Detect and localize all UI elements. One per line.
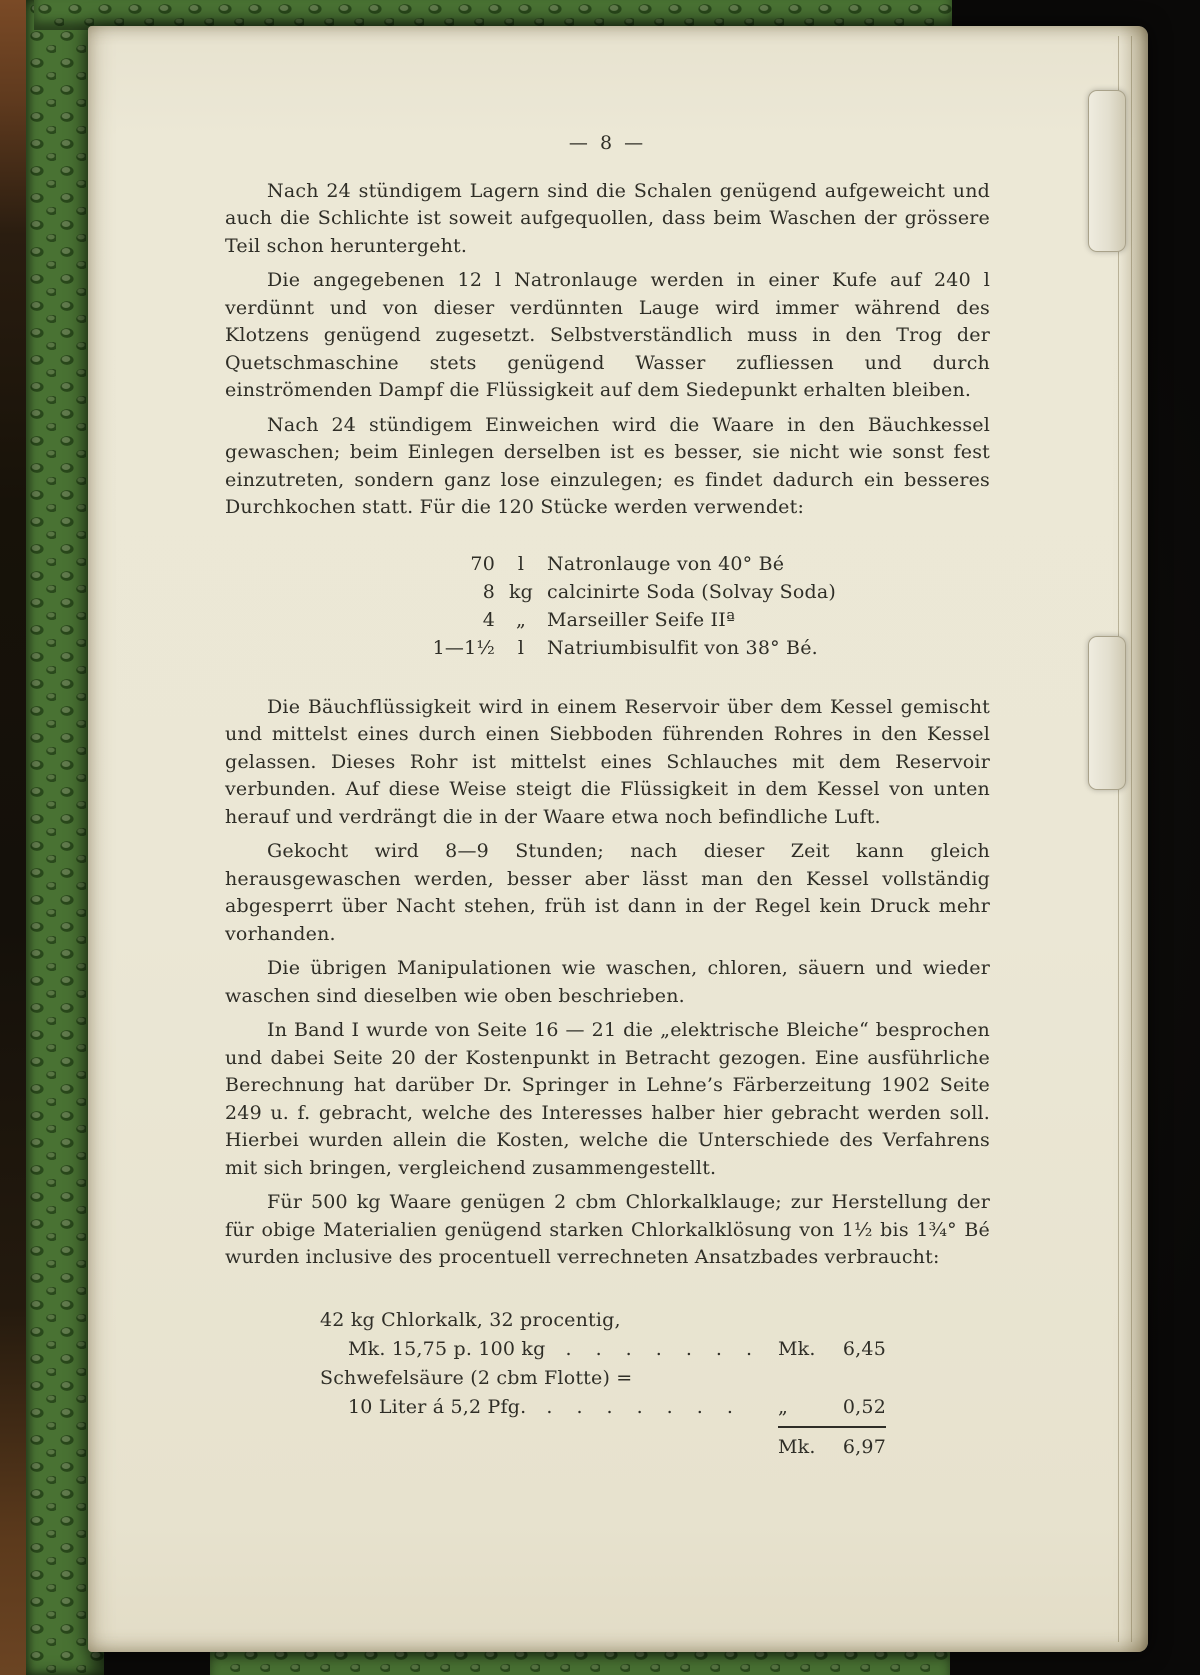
recipe-item bbox=[417, 606, 990, 634]
cost-currency: Mk. bbox=[778, 1337, 816, 1360]
cost-total-amount bbox=[778, 1426, 886, 1462]
cost-row bbox=[320, 1393, 886, 1422]
cost-total-row bbox=[320, 1426, 886, 1462]
paragraph: Die übrigen Manipulationen wie waschen, chloren, säuern und wieder waschen sind dieselben wie oben beschrieben. bbox=[225, 957, 990, 1007]
cost-value: 6,45 bbox=[842, 1337, 886, 1360]
paragraph: Nach 24 stündigem Lagern sind die Schalen genügend aufgeweicht und auch die Schlichte ist soweit aufgequollen, dass beim Waschen der grössere Teil schon heruntergeht. bbox=[225, 179, 990, 257]
cost-value: 0,52 bbox=[842, 1395, 886, 1418]
book-page bbox=[88, 26, 1148, 1652]
dot-leader: . . . . . . . bbox=[546, 1395, 742, 1418]
recipe-unit: kg bbox=[508, 580, 534, 603]
recipe-qty: 4 bbox=[482, 608, 495, 631]
recipe-unit: l bbox=[517, 552, 525, 575]
paragraph: Nach 24 stündigem Einweichen wird die Waare in den Bäuchkessel gewaschen; beim Einlegen derselben ist es besser, sie nicht wie sonst fest einzutreten, sondern ganz lose einzulegen; es findet dadurch ein besseres Durchkochen statt. Für die 120 Stücke werden verwendet: bbox=[225, 413, 990, 518]
recipe-desc: Marseiller Seife IIª bbox=[547, 608, 736, 631]
recipe-desc: Natronlauge von 40° Bé bbox=[547, 552, 785, 575]
recipe-item bbox=[417, 550, 990, 578]
paragraph: Für 500 kg Waare genügen 2 cbm Chlorkalklauge; zur Herstellung der für obige Materialien genügend starken Chlorkalklösung von 1½ bis 1¾° Bé wurden inclusive des procentuell verrechneten Ansatzbades verbraucht: bbox=[225, 1191, 990, 1268]
recipe-unit: „ bbox=[515, 608, 527, 631]
cost-row bbox=[320, 1335, 886, 1364]
page-marker bbox=[1088, 90, 1126, 252]
recipe-qty: 1—1½ bbox=[432, 636, 495, 659]
paragraph: Gekocht wird 8—9 Stunden; nach dieser Zeit kann gleich herausgewaschen werden, besser aber lässt man den Kessel vollständig abgesperrt über Nacht stehen, früh ist dann in der Regel kein Druck mehr vorhanden. bbox=[225, 840, 990, 945]
page-marker bbox=[1088, 636, 1126, 790]
recipe-desc: calcinirte Soda (Solvay Soda) bbox=[547, 580, 837, 603]
recipe-item bbox=[417, 634, 990, 662]
paragraph: In Band I wurde von Seite 16 — 21 die „elektrische Bleiche“ besprochen und dabei Seite 20 der Kostenpunkt in Betracht gezogen. Eine ausführliche Berechnung hat darüber Dr. Springer in Lehne’s Färberzeitung 1902 Seite 249 u. f. gebracht, welche des Interesses halber hier gebracht werden soll. Hierbei wurden allein die Kosten, welche die Unterschiede des Verfahrens mit sich bringen, vergleichend zusammengestellt. bbox=[225, 1019, 990, 1179]
page-number: — 8 — bbox=[568, 132, 647, 154]
cost-currency: Mk. bbox=[778, 1435, 816, 1458]
cost-row bbox=[320, 1306, 886, 1335]
cost-label: Mk. 15,75 p. 100 kg bbox=[348, 1337, 546, 1360]
page-fore-edge-shade bbox=[1120, 26, 1148, 1652]
text-column bbox=[225, 26, 990, 1462]
cost-label: Schwefelsäure (2 cbm Flotte) = bbox=[320, 1366, 633, 1389]
cost-label: 10 Liter á 5,2 Pfg. bbox=[348, 1395, 527, 1418]
page-fold-line bbox=[1118, 36, 1119, 1642]
cost-value: 6,97 bbox=[842, 1435, 886, 1458]
cost-amount bbox=[778, 1393, 886, 1422]
cost-table bbox=[320, 1306, 886, 1462]
recipe-unit: l bbox=[517, 636, 525, 659]
recipe-item bbox=[417, 578, 990, 606]
recipe-list bbox=[417, 550, 990, 662]
cost-amount bbox=[778, 1335, 886, 1364]
paragraph: Die angegebenen 12 l Natronlauge werden in einer Kufe auf 240 l verdünnt und von dieser verdünnten Lauge wird immer während des Klotzens genügend zugesetzt. Selbstverständlich muss in den Trog der Quetschmaschine stets genügend Wasser zufliessen und durch einströmenden Dampf die Flüssigkeit auf dem Siedepunkt erhalten bleiben. bbox=[225, 269, 990, 401]
dot-leader: . . . . . . . bbox=[565, 1337, 762, 1360]
cost-currency: „ bbox=[778, 1395, 789, 1418]
paragraph: Die Bäuchflüssigkeit wird in einem Reservoir über dem Kessel gemischt und mittelst eines durch einen Siebboden führenden Rohres in den Kessel gelassen. Dieses Rohr ist mittelst eines Schlauches mit dem Reservoir verbunden. Auf diese Weise steigt die Flüssigkeit in dem Kessel von unten herauf und verdrängt die in der Waare etwa noch befindliche Luft. bbox=[225, 695, 990, 828]
recipe-desc: Natriumbisulfit von 38° Bé. bbox=[547, 636, 818, 659]
recipe-qty: 8 bbox=[482, 580, 495, 603]
cost-label: 42 kg Chlorkalk, 32 procentig, bbox=[320, 1308, 621, 1331]
recipe-qty: 70 bbox=[470, 552, 495, 575]
cost-row bbox=[320, 1364, 886, 1393]
